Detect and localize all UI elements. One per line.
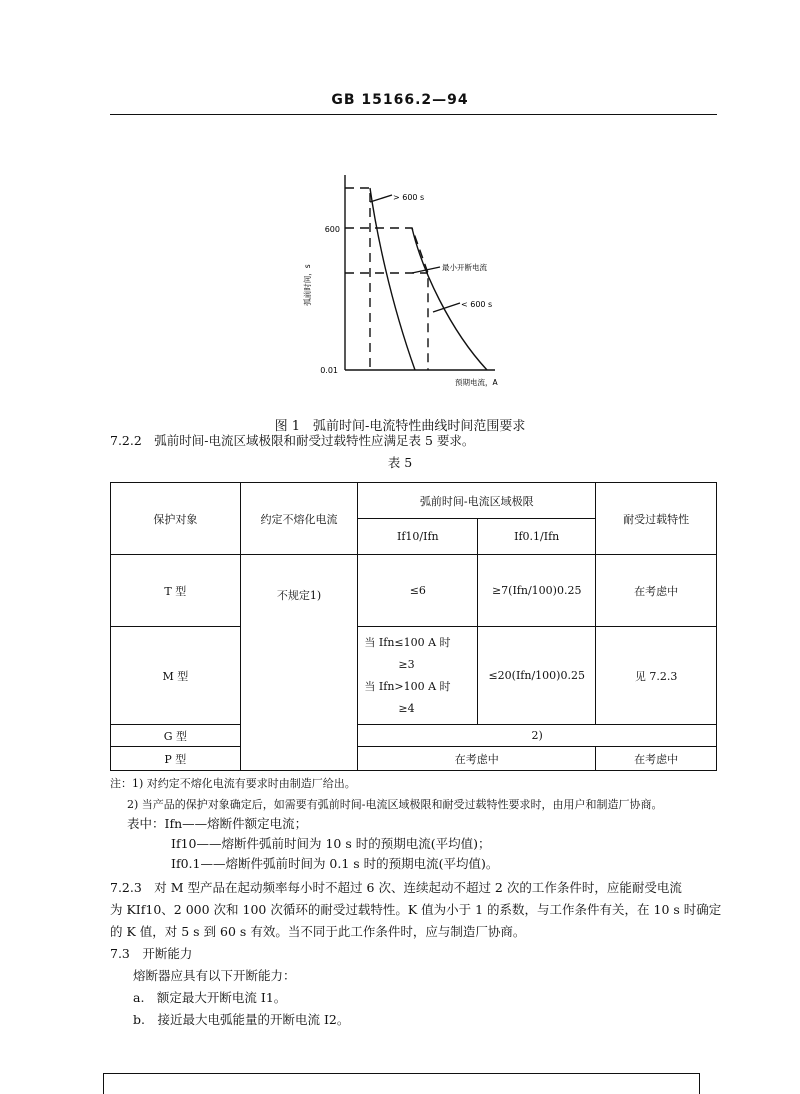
page-header: GB 15166.2—94 <box>331 92 469 108</box>
x-axis-label: 预期电流，A <box>455 378 498 387</box>
annotation-gt600: > 600 s <box>393 193 425 202</box>
table-row: M 型 当 Ifn≤100 A 时 ≥3 当 Ifn>100 A 时 ≥4 ≤20(Ifn/100)0.25 见 7.2.3 <box>111 627 717 725</box>
curve-left <box>370 188 415 370</box>
dashed-step <box>345 228 428 370</box>
th-sub1: If10/Ifn <box>358 519 478 555</box>
annotation-lt600: < 600 s <box>461 300 493 309</box>
note-5: If0.1——熔断件弧前时间为 0.1 s 时的预期电流(平均值)。 <box>171 856 499 871</box>
clause-7-3-a: a. 额定最大开断电流 I1。 <box>133 990 287 1005</box>
table-5 <box>110 482 717 771</box>
figure-1 <box>290 160 530 400</box>
table-row: G 型 2) <box>111 725 717 747</box>
note-4: If10——熔断件弧前时间为 10 s 时的预期电流(平均值)； <box>171 836 491 851</box>
th-zone: 弧前时间-电流区域极限 <box>358 483 596 519</box>
clause-7-2-3-l1: 7.2.3 对 M 型产品在起动频率每小时不超过 6 次、连续起动不超过 2 次的工作条件时，应能耐受电流 <box>110 880 682 895</box>
clause-7-3: 7.3 开断能力 <box>110 946 193 961</box>
figure-caption: 图 1 弧前时间-电流特性曲线时间范围要求 <box>274 419 526 434</box>
clause-7-2-3-l3: 的 K 值，对 5 s 到 60 s 有效。当不同于此工作条件时，应与制造厂协商。 <box>110 924 526 939</box>
curve-right <box>412 228 487 370</box>
y-tick-600: 600 <box>324 225 340 234</box>
y-axis-label: 弧前时间，s <box>303 264 312 306</box>
clause-7-2-2: 7.2.2 弧前时间-电流区域极限和耐受过载特性应满足表 5 要求。 <box>110 433 475 448</box>
clause-7-2-3-l2: 为 KIf10、2 000 次和 100 次循环的耐受过载特性。K 值为小于 1 的系数，与工作条件有关，在 10 s 时确定 <box>110 902 722 917</box>
note-1: 注：1) 对约定不熔化电流有要求时由制造厂给出。 <box>110 777 356 790</box>
th-object: 保护对象 <box>111 483 241 555</box>
th-sub2: If0.1/Ifn <box>478 519 596 555</box>
bottom-box <box>103 1073 700 1094</box>
table-title: 表 5 <box>387 455 413 470</box>
note-2: 2) 当产品的保护对象确定后，如需要有弧前时间-电流区域极限和耐受过载特性要求时，由用户和制造厂协商。 <box>127 798 663 811</box>
th-withstand: 耐受过载特性 <box>596 483 717 555</box>
y-tick-001: 0.01 <box>320 366 338 375</box>
clause-7-3-intro: 熔断器应具有以下开断能力： <box>133 968 296 983</box>
note-3: 表中：Ifn——熔断件额定电流； <box>127 816 308 831</box>
th-nonfuse: 约定不熔化电流 <box>240 483 358 555</box>
nonfuse-cell: 不规定1) <box>240 555 358 771</box>
table-row: T 型 不规定1) ≤6 ≥7(Ifn/100)0.25 在考虑中 <box>111 555 717 627</box>
header-rule <box>110 114 717 115</box>
annotation-min-breaking: 最小开断电流 <box>442 263 487 272</box>
table-row: P 型 在考虑中 在考虑中 <box>111 747 717 771</box>
upper-dashed-vertical <box>345 188 370 370</box>
clause-7-3-b: b. 接近最大电弧能量的开断电流 I2。 <box>133 1012 350 1027</box>
